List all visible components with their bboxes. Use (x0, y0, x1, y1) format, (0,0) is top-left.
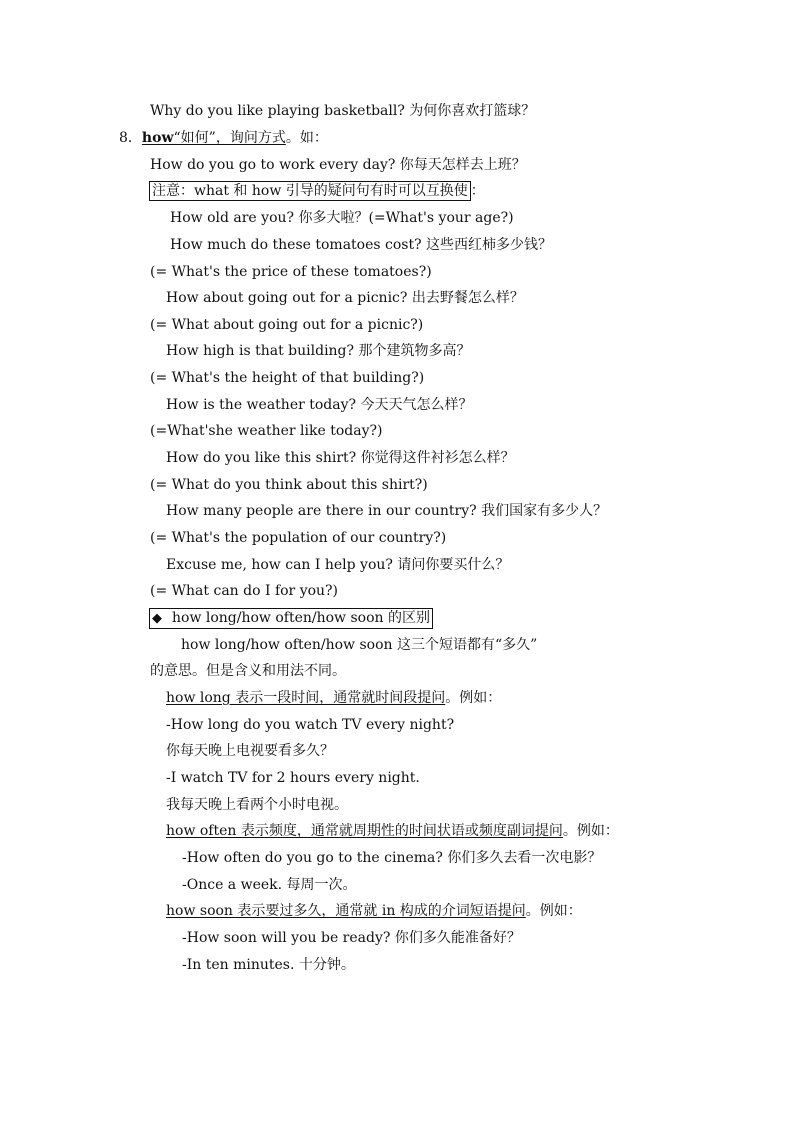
text-line: 的意思。但是含义和用法不同。 (150, 663, 346, 679)
text-line: How is the weather today? 今天天气怎么样？ (166, 397, 473, 413)
text-line: How do you go to work every day? 你每天怎样去上班？ (150, 157, 526, 173)
section-heading-8: 8．how“如何”，询问方式。如： (119, 130, 328, 146)
text-line: -How soon will you be ready? 你们多久能准备好？ (182, 930, 521, 946)
text-line: how often 表示频度，通常就周期性的时间状语或频度副词提问。例如： (166, 823, 619, 839)
text-line: Excuse me, how can I help you? 请问你要买什么？ (166, 557, 510, 573)
subsection-heading (149, 608, 433, 628)
text-line: How do you like this shirt? 你觉得这件衬衫怎么样？ (166, 450, 515, 466)
text-line: -How often do you go to the cinema? 你们多久去看一次电影？ (182, 850, 602, 866)
text-line: How much do these tomatoes cost? 这些西红柿多少钱？ (170, 237, 553, 253)
text-line: -In ten minutes. 十分钟。 (182, 957, 355, 973)
diamond-icon: ◆ (152, 611, 162, 626)
text-line: (= What can do I for you?) (150, 583, 339, 599)
text-line: How many people are there in our country? 我们国家有多少人？ (166, 503, 608, 519)
text-line: 我每天晚上看两个小时电视。 (166, 797, 348, 813)
text-line: (= What about going out for a picnic?) (150, 317, 424, 333)
subsection-box: ◆ how long/how often/how soon 的区别 (149, 608, 433, 629)
text-line: 你每天晚上电视要看多久？ (166, 743, 334, 759)
text-line: -Once a week. 每周一次。 (182, 877, 357, 893)
text-line: (= What's the price of these tomatoes?) (150, 264, 432, 280)
text-line: How high is that building? 那个建筑物多高？ (166, 343, 471, 359)
text-line: how long 表示一段时间，通常就时间段提问。例如： (166, 690, 502, 706)
text-line: -I watch TV for 2 hours every night. (166, 770, 420, 786)
text-line: How old are you? 你多大啦？(=What's your age?) (170, 210, 514, 226)
text-line: -How long do you watch TV every night? (166, 717, 455, 733)
text-line: (= What do you think about this shirt?) (150, 477, 428, 493)
text-line: how long/how often/how soon 这三个短语都有“多久” (181, 637, 538, 653)
note-box: 注意：what 和 how 引导的疑问句有时可以互换使 (149, 181, 471, 201)
text-line: (= What's the population of our country?) (150, 530, 447, 546)
text-line: (= What's the height of that building?) (150, 370, 425, 386)
text-line: Why do you like playing basketball? 为何你喜欢打篮球？ (150, 103, 536, 119)
note-line: 注意：what 和 how 引导的疑问句有时可以互换使 ： (149, 181, 485, 201)
text-line: (=What'she weather like today?) (150, 423, 383, 439)
text-line: how soon 表示要过多久，通常就 in 构成的介词短语提问。例如： (166, 903, 582, 919)
text-line: How about going out for a picnic? 出去野餐怎么样？ (166, 290, 524, 306)
